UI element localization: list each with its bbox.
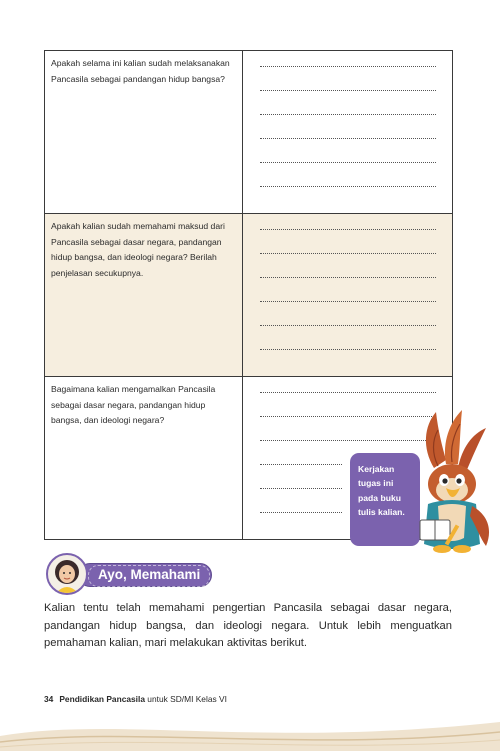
answer-line [260, 253, 436, 254]
answer-line [260, 186, 436, 187]
section-header [46, 551, 218, 597]
answer-line [260, 325, 436, 326]
question-cell: Apakah kalian sudah memahami maksud dari Pancasila sebagai dasar negara, pandangan hidup bangsa, dan ideologi negara? Berilah penjelasan secukupnya. [45, 214, 243, 376]
answer-line [260, 301, 436, 302]
answer-line [260, 488, 342, 489]
question-cell: Apakah selama ini kalian sudah melaksanakan Pancasila sebagai pandangan hidup bangsa? [45, 51, 243, 213]
answer-line [260, 512, 342, 513]
answer-cell[interactable] [243, 51, 452, 213]
student-avatar-icon [46, 553, 88, 595]
answer-line [260, 349, 436, 350]
eagle-mascot-icon [402, 408, 497, 556]
page-footer [44, 694, 227, 704]
section-title: Ayo, Memahami [98, 567, 201, 582]
question-cell: Bagaimana kalian mengamalkan Pancasila sebagai dasar negara, pandangan hidup bangsa, dan ideologi negara? [45, 377, 243, 539]
answer-line [260, 229, 436, 230]
answer-line [260, 114, 436, 115]
decorative-wave [0, 712, 500, 751]
table-row [45, 214, 452, 377]
answer-line [260, 277, 436, 278]
page-number: 34 [44, 694, 54, 704]
intro-paragraph: Kalian tentu telah memahami pengertian Pancasila sebagai dasar negara, pandangan hidup bangsa, dan ideologi negara. Untuk lebih menguatkan pemahaman kalian, mari melakukan aktivitas berikut. [44, 602, 452, 650]
answer-cell[interactable] [243, 214, 452, 376]
answer-line [260, 464, 342, 465]
instruction-bubble: Kerjakan tugas ini pada buku tulis kalian. [350, 453, 420, 546]
answer-line [260, 138, 436, 139]
book-subtitle: untuk SD/MI Kelas VI [144, 694, 227, 704]
answer-line [260, 90, 436, 91]
answer-line [260, 392, 436, 393]
answer-line [260, 66, 436, 67]
answer-line [260, 162, 436, 163]
book-title: Pendidikan Pancasila [59, 694, 145, 704]
table-row [45, 51, 452, 214]
